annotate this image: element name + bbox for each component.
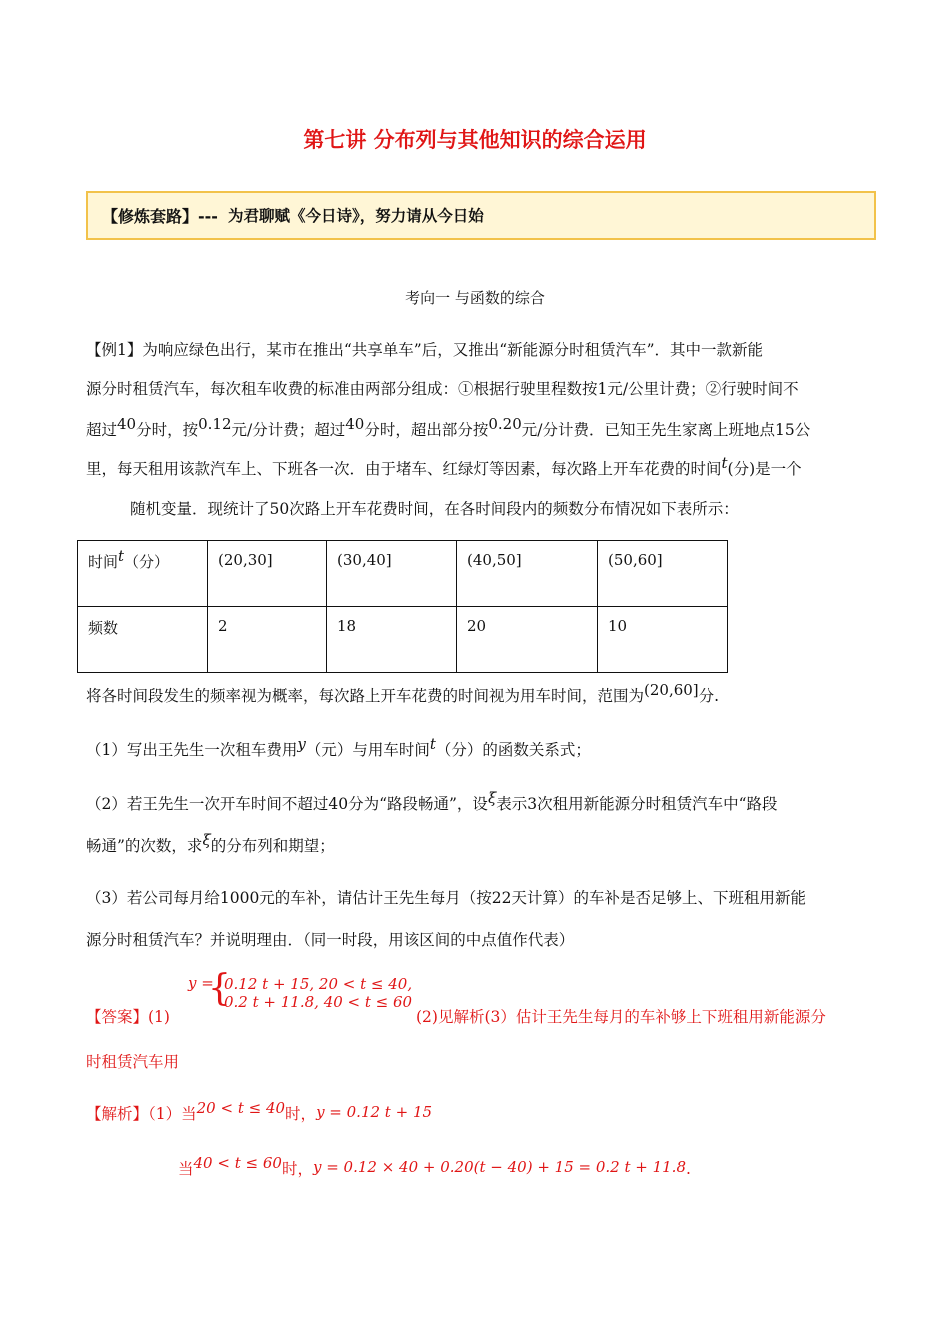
example-line-2: 源分时租赁汽车，每次租车收费的标准由两部分组成：①根据行驶里程数按1元/公里计费；②行驶时间不: [86, 380, 799, 398]
page-title: 第七讲 分布列与其他知识的综合运用: [303, 128, 647, 152]
interval-cell: (50,60]: [598, 541, 728, 607]
math: 40: [117, 415, 137, 433]
interval-cell: (40,50]: [457, 541, 598, 607]
frequency-cell: 20: [457, 607, 598, 673]
brace-icon: {: [208, 968, 231, 1009]
text: 畅通”的次数，求: [86, 837, 203, 855]
frequency-cell: 18: [327, 607, 457, 673]
math: (20,60]: [644, 681, 699, 699]
text: 元/分计费．已知王先生家离上班地点15公: [521, 421, 811, 439]
math: 0.12: [198, 415, 232, 433]
piecewise-line-1: 0.12 t + 15, 20 < t ≤ 40,: [224, 975, 413, 993]
text: 分.: [698, 687, 720, 705]
math: 40: [345, 415, 365, 433]
math: 0.20: [488, 415, 522, 433]
table-row: [78, 607, 728, 673]
analysis-line-2: [178, 1154, 691, 1179]
text: 时，: [281, 1160, 313, 1178]
interval-cell: (30,40]: [327, 541, 457, 607]
analysis-label: 【解析】（1）当: [86, 1105, 197, 1123]
text: 表示3次租用新能源分时租赁汽车中“路段: [496, 795, 778, 813]
text: 的分布列和期望；: [210, 837, 335, 855]
text: 里，每天租用该款汽车上、下班各一次．由于堵车、红绿灯等因素，每次路上开车花费的时间: [86, 460, 722, 478]
row-label-cell: 频数: [78, 607, 208, 673]
interval-cell: (20,30]: [208, 541, 327, 607]
answer-rest: (2)见解析(3）估计王先生每月的车补够上下班租用新能源分: [416, 1008, 826, 1026]
question-3-line-2: 源分时租赁汽车？并说明理由．（同一时段，用该区间的中点值作代表）: [86, 931, 575, 949]
question-2-line-1: [86, 789, 778, 814]
frequency-cell: 2: [208, 607, 327, 673]
math: ξ: [487, 789, 497, 807]
piecewise-line-2: 0.2 t + 11.8, 40 < t ≤ 60: [224, 993, 413, 1011]
text: 当: [178, 1160, 194, 1178]
text: 分时，超出部分按: [364, 421, 489, 439]
text: .: [686, 1160, 691, 1178]
example-line-3: [86, 415, 811, 440]
text: 时，: [285, 1105, 317, 1123]
math: y = 0.12 × 40 + 0.20(t − 40) + 15 = 0.2 t + 11.8: [312, 1158, 686, 1176]
math: t: [118, 547, 125, 565]
math: 40 < t ≤ 60: [193, 1154, 282, 1172]
text: 将各时间段发生的频率视为概率，每次路上开车花费的时间视为用车时间，范围为: [86, 687, 645, 705]
math: t: [429, 735, 436, 753]
answer-line-2: 时租赁汽车用: [86, 1053, 180, 1071]
math: y: [297, 735, 306, 753]
math: ξ: [202, 831, 211, 849]
section-heading: 考向一 与函数的综合: [405, 289, 545, 307]
table-row: [78, 541, 728, 607]
math: t: [721, 454, 728, 472]
math: y = 0.12 t + 15: [316, 1103, 433, 1121]
example-line-5: 随机变量．现统计了50次路上开车花费时间，在各时间段内的频数分布情况如下表所示：: [130, 500, 739, 518]
question-3-line-1: （3）若公司每月给1000元的车补，请估计王先生每月（按22天计算）的车补是否足够上、下班租用新能: [86, 889, 807, 907]
example-line-4: [86, 454, 802, 479]
frequency-table: [77, 540, 728, 673]
question-2-line-2: [86, 831, 335, 856]
text: (分)是一个: [727, 460, 802, 478]
answer-label: 【答案】(1): [86, 1008, 170, 1026]
text: 时间: [88, 553, 119, 571]
question-1: [86, 735, 591, 760]
text: （分）的函数关系式；: [435, 741, 591, 759]
text: 超过: [86, 421, 118, 439]
example-line-1: 【例1】为响应绿色出行，某市在推出“共享单车”后，又推出“新能源分时租赁汽车”．其中一款新能: [86, 341, 764, 359]
motto-box: [86, 191, 876, 240]
text: 元/分计费；超过: [231, 421, 346, 439]
text: （分）: [124, 553, 170, 571]
motto-text: 为君聊赋《今日诗》，努力请从今日始: [228, 206, 484, 225]
text: 分时，按: [136, 421, 199, 439]
after-table-text: [86, 681, 720, 706]
text: （2）若王先生一次开车时间不超过40分为“路段畅通”，设: [86, 795, 488, 813]
motto-label: 【修炼套路】---: [102, 207, 218, 226]
text: （1）写出王先生一次租车费用: [86, 741, 298, 759]
header-cell: [78, 541, 208, 607]
text: （元）与用车时间: [305, 741, 430, 759]
analysis-line-1: [86, 1099, 433, 1124]
frequency-cell: 10: [598, 607, 728, 673]
piecewise-lhs: y =: [188, 974, 214, 992]
math: 20 < t ≤ 40: [196, 1099, 286, 1117]
